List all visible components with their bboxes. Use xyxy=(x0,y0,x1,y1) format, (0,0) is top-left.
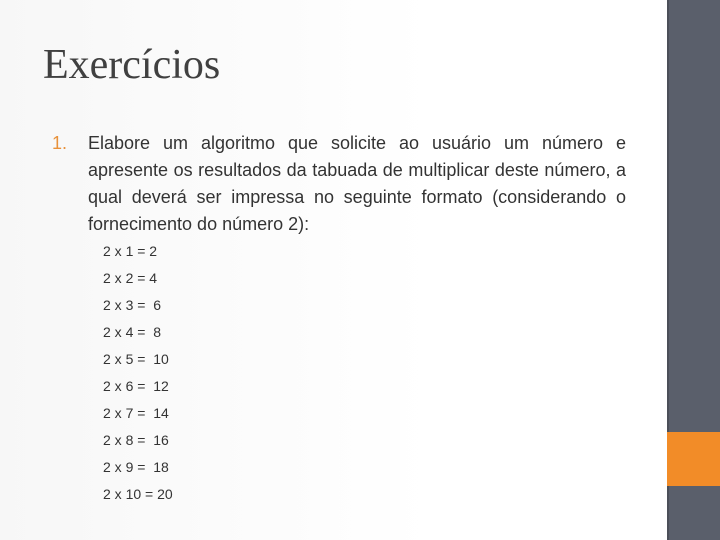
table-line: 2 x 5 = 10 xyxy=(103,351,169,367)
table-line: 2 x 7 = 14 xyxy=(103,405,169,421)
accent-square xyxy=(667,432,720,486)
list-item-number: 1. xyxy=(52,133,68,153)
table-line: 2 x 3 = 6 xyxy=(103,297,161,313)
multiplication-table xyxy=(103,238,173,508)
slide-title: Exercícios xyxy=(43,42,221,88)
list-item-text: Elabore um algoritmo que solicite ao usuário um número e apresente os resultados da tabuada de multiplicar deste número, a qual deverá ser impressa no seguinte formato (considerando o fornecimento do número 2): xyxy=(88,133,626,234)
table-line: 2 x 9 = 18 xyxy=(103,459,169,475)
table-line: 2 x 1 = 2 xyxy=(103,243,158,259)
exercise-list xyxy=(52,130,626,238)
table-line: 2 x 10 = 20 xyxy=(103,486,173,502)
list-item xyxy=(52,130,626,238)
table-line: 2 x 4 = 8 xyxy=(103,324,161,340)
table-line: 2 x 2 = 4 xyxy=(103,270,158,286)
table-line: 2 x 8 = 16 xyxy=(103,432,169,448)
right-sidebar-bar xyxy=(667,0,720,540)
table-line: 2 x 6 = 12 xyxy=(103,378,169,394)
